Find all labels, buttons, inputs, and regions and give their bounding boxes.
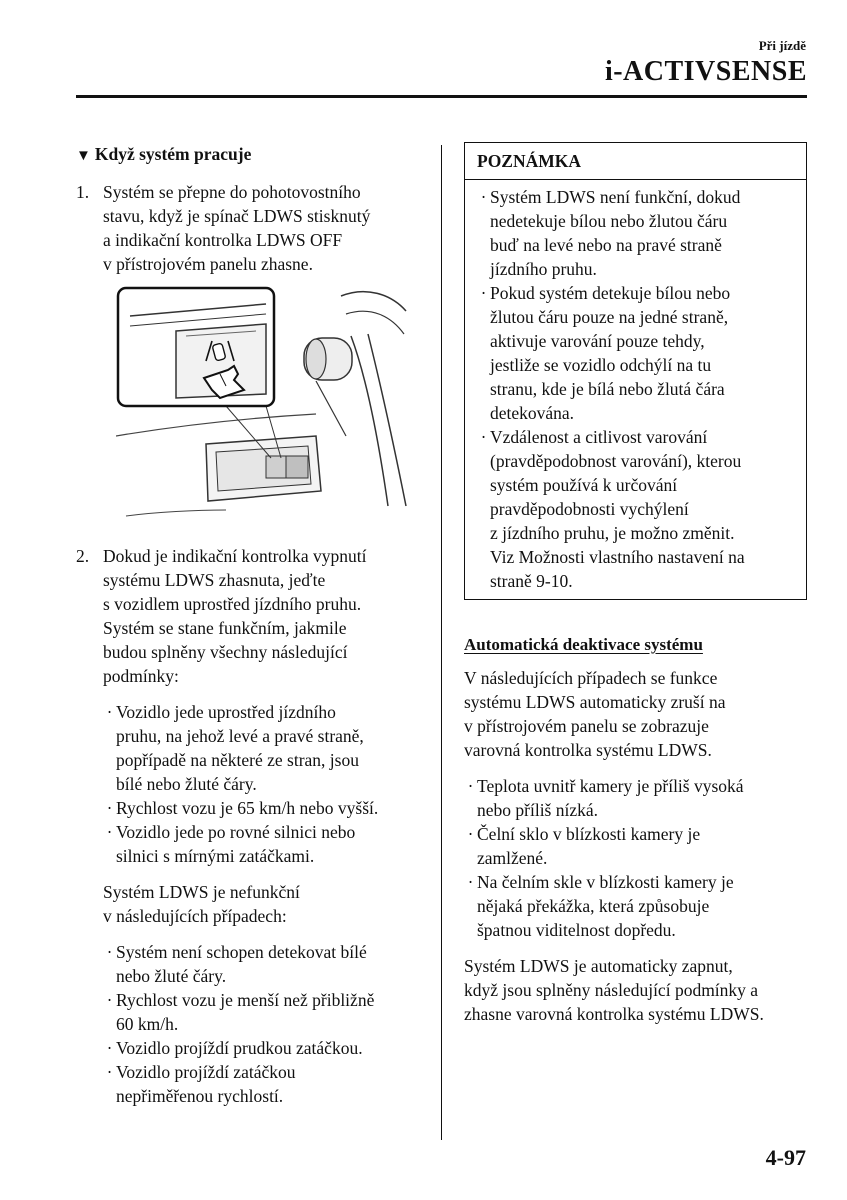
list-item bbox=[103, 796, 421, 820]
list-item-text: Teplota uvnitř kamery je příliš vysoká nebo příliš nízká. bbox=[477, 776, 744, 820]
list-item-text: Vozidlo jede po rovné silnici nebo silnici s mírnými zatáčkami. bbox=[116, 822, 356, 866]
list-item bbox=[103, 1060, 421, 1108]
bullet-icon: · bbox=[106, 1062, 113, 1082]
when-system-works-heading bbox=[76, 142, 421, 168]
list-item bbox=[103, 820, 421, 868]
list-item-text: Rychlost vozu je menší než přibližně 60 km/h. bbox=[116, 990, 375, 1034]
step-number: 1. bbox=[76, 182, 90, 202]
list-item-text: Rychlost vozu je 65 km/h nebo vyšší. bbox=[116, 798, 379, 818]
list-item-text: Čelní sklo v blízkosti kamery je zamlžené. bbox=[477, 824, 701, 868]
bullet-icon: · bbox=[480, 283, 487, 303]
conditions-list bbox=[103, 700, 421, 868]
conditions-block bbox=[103, 700, 421, 1108]
auto-deactivation-section bbox=[464, 634, 809, 1026]
list-item bbox=[103, 988, 421, 1036]
bullet-icon: · bbox=[106, 1038, 113, 1058]
note-title: POZNÁMKA bbox=[465, 143, 806, 180]
triangle-marker-icon: ▼ bbox=[76, 148, 91, 164]
list-item bbox=[103, 940, 421, 988]
bullet-icon: · bbox=[106, 822, 113, 842]
bullet-icon: · bbox=[106, 798, 113, 818]
right-column bbox=[464, 142, 809, 1026]
page-title: i-ACTIVSENSE bbox=[604, 56, 807, 87]
list-item bbox=[477, 281, 796, 425]
auto-intro: V následujících případech se funkce systému LDWS automaticky zruší na v přístrojovém panelu se zobrazuje varovná kontrolka systému LDWS. bbox=[464, 668, 726, 760]
list-item bbox=[477, 185, 796, 281]
note-box bbox=[464, 142, 807, 600]
left-column bbox=[76, 142, 421, 1108]
list-item bbox=[464, 870, 809, 942]
ldws-switch-illustration bbox=[116, 286, 416, 526]
note-list bbox=[477, 185, 796, 593]
nonfunctional-list bbox=[103, 940, 421, 1108]
list-item bbox=[477, 425, 796, 593]
header-rule bbox=[76, 95, 807, 98]
list-item-text: Pokud systém detekuje bílou nebo žlutou čáru pouze na jedné straně, aktivuje varování pouze tehdy, jestliže se vozidlo odchýlí na tu stranu, kde je bílá nebo žlutá čára detekována. bbox=[490, 283, 731, 423]
list-item-text: Na čelním skle v blízkosti kamery je nějaká překážka, která způsobuje špatnou viditelnost dopředu. bbox=[477, 872, 734, 940]
bullet-icon: · bbox=[106, 990, 113, 1010]
bullet-icon: · bbox=[106, 702, 113, 722]
step-number: 2. bbox=[76, 546, 90, 566]
list-item-text: Systém LDWS není funkční, dokud nedetekuje bílou nebo žlutou čáru buď na levé nebo na pravé straně jízdního pruhu. bbox=[490, 187, 741, 279]
list-item-text: Systém není schopen detekovat bílé nebo žluté čáry. bbox=[116, 942, 367, 986]
list-item bbox=[103, 1036, 421, 1060]
list-item-text: Vozidlo jede uprostřed jízdního pruhu, na jehož levé a pravé straně, popřípadě na některé ze stran, jsou bílé nebo žluté čáry. bbox=[116, 702, 364, 794]
section-heading: Automatická deaktivace systému bbox=[464, 635, 703, 654]
list-item bbox=[464, 822, 809, 870]
bullet-icon: · bbox=[480, 427, 487, 447]
step-text: Dokud je indikační kontrolka vypnutí systému LDWS zhasnuta, jeďte s vozidlem uprostřed jízdního pruhu. Systém se stane funkčním, jakmile budou splněny všechny následující podmínky: bbox=[103, 546, 367, 686]
dashboard-illustration bbox=[116, 286, 416, 526]
heading-text: Když systém pracuje bbox=[94, 144, 252, 164]
list-item-text: Vzdálenost a citlivost varování (pravděpodobnost varování), kterou systém používá k určování pravděpodobnosti vychýlení z jízdního pruhu, je možno změnit. Viz Možnosti vlastního nastavení na straně 9-10. bbox=[490, 427, 745, 591]
bullet-icon: · bbox=[467, 776, 474, 796]
column-divider bbox=[441, 145, 442, 1140]
step-text: Systém se přepne do pohotovostního stavu, když je spínač LDWS stisknutý a indikační kontrolka LDWS OFF v přístrojovém panelu zhasne. bbox=[103, 182, 371, 274]
list-item-text: Vozidlo projíždí zatáčkou nepřiměřenou rychlostí. bbox=[116, 1062, 296, 1106]
step-2 bbox=[76, 544, 421, 688]
nonfunctional-intro: Systém LDWS je nefunkční v následujících případech: bbox=[103, 882, 300, 926]
auto-outro: Systém LDWS je automaticky zapnut, když jsou splněny následující podmínky a zhasne varovná kontrolka systému LDWS. bbox=[464, 956, 764, 1024]
list-item bbox=[103, 700, 421, 796]
bullet-icon: · bbox=[467, 872, 474, 892]
auto-list bbox=[464, 774, 809, 942]
page-number: 4-97 bbox=[765, 1145, 806, 1170]
step-1 bbox=[76, 180, 421, 276]
bullet-icon: · bbox=[480, 187, 487, 207]
list-item-text: Vozidlo projíždí prudkou zatáčkou. bbox=[116, 1038, 363, 1058]
bullet-icon: · bbox=[467, 824, 474, 844]
note-body bbox=[465, 180, 806, 599]
header-section-label: Při jízdě bbox=[758, 38, 806, 53]
bullet-icon: · bbox=[106, 942, 113, 962]
list-item bbox=[464, 774, 809, 822]
